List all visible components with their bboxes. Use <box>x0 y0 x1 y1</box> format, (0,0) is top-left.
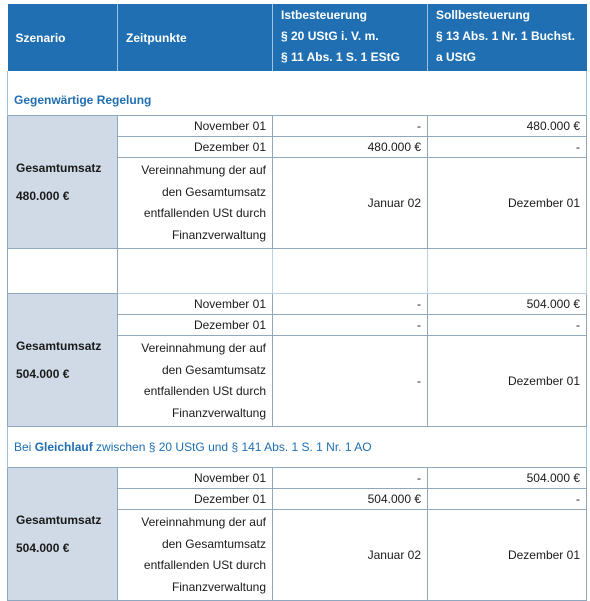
zeitpunkt-line: Finanzverwaltung <box>171 579 266 594</box>
zeitpunkt-line: entfallenden USt durch <box>143 558 266 572</box>
zeitpunkt-cell <box>118 158 273 249</box>
zeitpunkt-line: entfallenden USt durch <box>143 384 266 398</box>
scenario-amount: 504.000 € <box>16 367 70 381</box>
header-szenario: Szenario <box>8 4 118 71</box>
section-gleichlauf-bold: Gleichlauf <box>34 440 93 454</box>
spacer-cell <box>273 249 428 294</box>
zeitpunkt-line: Vereinnahmung der auf <box>141 515 266 529</box>
soll-cell: Dezember 01 <box>428 510 587 601</box>
zeitpunkt-cell: November 01 <box>118 116 273 137</box>
ist-cell: - <box>273 468 428 489</box>
header-soll-line-1: Sollbesteuerung <box>436 8 531 22</box>
zeitpunkt-line: Vereinnahmung der auf <box>141 163 266 177</box>
zeitpunkt-line: Vereinnahmung der auf <box>141 341 266 355</box>
soll-cell: - <box>428 315 587 336</box>
scenario-label-text: Gesamtumsatz <box>16 513 102 527</box>
header-sollbesteuerung <box>428 4 587 71</box>
spacer-cell <box>428 249 587 294</box>
tax-comparison-table <box>7 4 587 601</box>
ist-cell: 504.000 € <box>273 489 428 510</box>
scenario-label <box>8 468 118 601</box>
ist-cell: 480.000 € <box>273 137 428 158</box>
section-title-gleichlauf <box>8 427 587 468</box>
zeitpunkt-cell: November 01 <box>118 468 273 489</box>
soll-cell: - <box>428 489 587 510</box>
spacer-cell <box>8 249 118 294</box>
soll-cell: - <box>428 137 587 158</box>
header-ist-line-3: § 11 Abs. 1 S. 1 EStG <box>281 50 400 64</box>
table-row <box>8 294 587 315</box>
header-row <box>8 4 587 71</box>
table-row <box>8 116 587 137</box>
spacer-row <box>8 249 587 294</box>
zeitpunkt-cell: Dezember 01 <box>118 137 273 158</box>
table-row <box>8 468 587 489</box>
section-gleichlauf-pre: Bei <box>14 440 35 454</box>
header-zeitpunkte: Zeitpunkte <box>118 4 273 71</box>
soll-cell: 504.000 € <box>428 468 587 489</box>
zeitpunkt-cell <box>118 510 273 601</box>
soll-cell: Dezember 01 <box>428 336 587 427</box>
zeitpunkt-line: den Gesamtumsatz <box>161 362 266 377</box>
header-ist-line-2: § 20 UStG i. V. m. <box>281 29 379 43</box>
soll-cell: 480.000 € <box>428 116 587 137</box>
ist-cell: - <box>273 315 428 336</box>
zeitpunkt-line: den Gesamtumsatz <box>161 184 266 199</box>
scenario-amount: 480.000 € <box>16 189 70 203</box>
section-row-gleichlauf <box>8 427 587 468</box>
scenario-label <box>8 294 118 427</box>
ist-cell: Januar 02 <box>273 510 428 601</box>
zeitpunkt-cell: Dezember 01 <box>118 315 273 336</box>
ist-cell: - <box>273 116 428 137</box>
header-ist-line-1: Istbesteuerung <box>281 8 368 22</box>
section-gleichlauf-post: zwischen § 20 UStG und § 141 Abs. 1 S. 1 Nr. 1 AO <box>92 440 372 454</box>
zeitpunkt-line: Finanzverwaltung <box>171 405 266 420</box>
section-row-current <box>8 71 587 116</box>
soll-cell: 504.000 € <box>428 294 587 315</box>
ist-cell: - <box>273 294 428 315</box>
ist-cell: Januar 02 <box>273 158 428 249</box>
zeitpunkt-cell: November 01 <box>118 294 273 315</box>
ist-cell: - <box>273 336 428 427</box>
zeitpunkt-line: den Gesamtumsatz <box>161 536 266 551</box>
zeitpunkt-cell: Dezember 01 <box>118 489 273 510</box>
section-title-current: Gegenwärtige Regelung <box>8 71 587 116</box>
header-soll-line-2: § 13 Abs. 1 Nr. 1 Buchst. <box>436 29 575 43</box>
header-soll-line-3: a UStG <box>436 50 477 64</box>
header-istbesteuerung <box>273 4 428 71</box>
zeitpunkt-line: entfallenden USt durch <box>143 206 266 220</box>
spacer-cell <box>118 249 273 294</box>
scenario-label <box>8 116 118 249</box>
scenario-amount: 504.000 € <box>16 541 70 555</box>
zeitpunkt-cell <box>118 336 273 427</box>
scenario-label-text: Gesamtumsatz <box>16 339 102 353</box>
soll-cell: Dezember 01 <box>428 158 587 249</box>
zeitpunkt-line: Finanzverwaltung <box>171 227 266 242</box>
scenario-label-text: Gesamtumsatz <box>16 161 102 175</box>
